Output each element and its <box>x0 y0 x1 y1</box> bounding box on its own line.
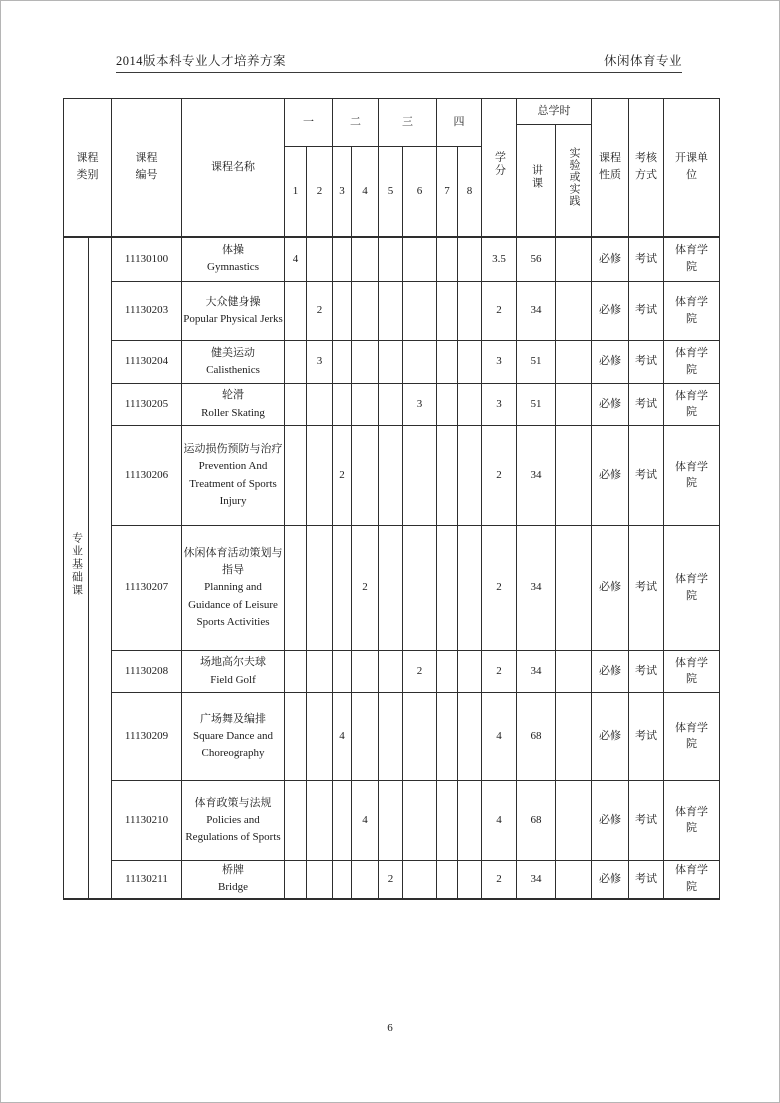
lecture-hours-text: 34 <box>530 581 542 594</box>
sem-4-hours-text: 2 <box>362 581 368 594</box>
header-right-title: 休闲体育专业 <box>603 54 682 68</box>
credit-value <box>482 426 517 526</box>
sem-3-hours <box>333 341 352 384</box>
credit-value-text: 3 <box>496 355 502 368</box>
sem-2-hours <box>307 237 333 282</box>
sem-2-hours <box>307 693 333 781</box>
sem-6-hours-text: 2 <box>416 664 423 677</box>
sem-5-hours <box>379 426 403 526</box>
header-sem-8: 8 <box>458 147 482 237</box>
course-name-cn: 运动损伤预防与治疗 <box>183 443 283 456</box>
header-credit: 学分 <box>482 99 517 237</box>
table-header <box>64 99 720 237</box>
course-nature <box>592 693 629 781</box>
lab-hours <box>556 384 592 426</box>
sem-7-hours <box>437 384 458 426</box>
sem-8-hours <box>458 693 482 781</box>
sem-2-hours <box>307 781 333 861</box>
course-nature <box>592 651 629 693</box>
sem-6-hours <box>403 693 437 781</box>
sem-3-hours <box>333 861 352 899</box>
lecture-hours <box>517 426 556 526</box>
course-name <box>182 426 285 526</box>
sem-3-hours <box>333 384 352 426</box>
sem-7-hours <box>437 861 458 899</box>
lab-hours <box>556 861 592 899</box>
sem-3-hours <box>333 282 352 341</box>
header-code: 课程编号 <box>112 99 182 237</box>
page-header <box>116 51 682 73</box>
course-nature <box>592 282 629 341</box>
course-code-text: 11130205 <box>124 397 169 410</box>
assessment-type-text: 考试 <box>635 664 658 677</box>
offering-unit-text: 体育学院 <box>675 460 709 490</box>
sem-3-hours <box>333 781 352 861</box>
course-nature-text: 必修 <box>599 581 622 594</box>
course-row <box>64 341 720 384</box>
sem-1-hours <box>285 526 307 651</box>
assessment-type-text: 考试 <box>635 355 658 368</box>
sem-6-hours-text: 3 <box>416 397 423 410</box>
course-row <box>64 781 720 861</box>
sem-3-hours <box>333 651 352 693</box>
course-name <box>182 526 285 651</box>
course-code <box>112 341 182 384</box>
offering-unit <box>664 526 720 651</box>
course-name-cn: 桥牌 <box>222 864 245 877</box>
sem-7-hours <box>437 237 458 282</box>
course-name-cn: 广场舞及编排 <box>200 712 267 725</box>
sem-8-hours <box>458 237 482 282</box>
lecture-hours-text: 68 <box>530 729 542 742</box>
header-sem-2: 2 <box>307 147 333 237</box>
credit-value-text: 2 <box>496 664 502 677</box>
header-lecture: 讲课 <box>517 125 556 237</box>
sem-4-hours <box>352 282 379 341</box>
course-nature-text: 必修 <box>599 664 622 677</box>
assessment-type-text: 考试 <box>635 397 658 410</box>
sem-6-hours <box>403 341 437 384</box>
sem-4-hours <box>352 426 379 526</box>
sem-2-hours <box>307 861 333 899</box>
offering-unit <box>664 861 720 899</box>
lab-hours <box>556 651 592 693</box>
credit-value <box>482 861 517 899</box>
lecture-hours-text: 51 <box>530 355 542 368</box>
lecture-hours <box>517 341 556 384</box>
assessment-type-text: 考试 <box>635 304 658 317</box>
sem-1-hours-text: 4 <box>292 252 299 265</box>
course-nature <box>592 426 629 526</box>
header-sem-4: 4 <box>352 147 379 237</box>
course-nature <box>592 861 629 899</box>
lab-hours <box>556 237 592 282</box>
course-name-en: Popular Physical Jerks <box>183 313 283 325</box>
sem-3-hours-text: 2 <box>339 468 345 481</box>
sem-6-hours <box>403 426 437 526</box>
sem-1-hours <box>285 341 307 384</box>
course-nature-text: 必修 <box>599 304 622 317</box>
offering-unit <box>664 341 720 384</box>
sem-7-hours <box>437 651 458 693</box>
sem-4-hours <box>352 781 379 861</box>
sem-3-hours-text: 4 <box>339 729 345 742</box>
category-label: 专业基础课 <box>70 531 83 597</box>
course-nature-text: 必修 <box>599 872 622 885</box>
sem-8-hours <box>458 781 482 861</box>
course-name <box>182 384 285 426</box>
assessment-type <box>629 237 664 282</box>
credit-value-text: 2 <box>496 581 502 594</box>
header-year-2: 二 <box>333 99 379 147</box>
sem-6-hours <box>403 384 437 426</box>
credit-value-text: 3 <box>496 397 502 410</box>
sem-3-hours <box>333 693 352 781</box>
course-name-cn: 休闲体育活动策划与指导 <box>183 547 283 577</box>
table-body <box>64 237 720 899</box>
assessment-type-text: 考试 <box>635 581 658 594</box>
assessment-type <box>629 861 664 899</box>
lecture-hours-text: 68 <box>530 813 542 826</box>
course-code-text: 11130204 <box>124 355 169 368</box>
sem-4-hours <box>352 693 379 781</box>
lecture-hours-text: 51 <box>530 397 542 410</box>
header-sem-7: 7 <box>437 147 458 237</box>
course-code-text: 11130211 <box>125 872 168 885</box>
credit-value-text: 2 <box>496 872 502 885</box>
course-name-cn: 健美运动 <box>211 346 256 359</box>
credit-value-text: 2 <box>496 468 502 481</box>
course-name-cn: 轮滑 <box>222 389 245 402</box>
course-nature-text: 必修 <box>599 397 622 410</box>
course-nature-text: 必修 <box>599 729 622 742</box>
lab-hours <box>556 282 592 341</box>
course-row <box>64 526 720 651</box>
lecture-hours-text: 34 <box>530 468 542 481</box>
sem-2-hours-text: 3 <box>316 355 323 368</box>
course-name <box>182 693 285 781</box>
sem-1-hours <box>285 693 307 781</box>
header-assessment: 考核方式 <box>629 99 664 237</box>
sem-6-hours <box>403 526 437 651</box>
sem-1-hours <box>285 651 307 693</box>
course-nature <box>592 341 629 384</box>
sem-5-hours <box>379 693 403 781</box>
course-code <box>112 237 182 282</box>
sem-4-hours <box>352 237 379 282</box>
credit-value <box>482 282 517 341</box>
header-sem-5: 5 <box>379 147 403 237</box>
offering-unit-text: 体育学院 <box>675 347 709 376</box>
course-name-cn: 大众健身操 <box>205 295 261 308</box>
header-year-4: 四 <box>437 99 482 147</box>
offering-unit <box>664 651 720 693</box>
course-name-en: Square Dance and Choreography <box>193 729 274 760</box>
credit-value <box>482 384 517 426</box>
header-left-title: 2014版本科专业人才培养方案 <box>116 54 287 68</box>
offering-unit <box>664 426 720 526</box>
assessment-type-text: 考试 <box>635 813 658 826</box>
course-code <box>112 651 182 693</box>
offering-unit-text: 体育学院 <box>675 296 709 325</box>
sem-6-hours <box>403 651 437 693</box>
assessment-type <box>629 426 664 526</box>
sem-5-hours <box>379 526 403 651</box>
course-row <box>64 384 720 426</box>
course-code <box>112 526 182 651</box>
course-nature <box>592 781 629 861</box>
header-sem-1: 1 <box>285 147 307 237</box>
sem-1-hours <box>285 861 307 899</box>
credit-value <box>482 237 517 282</box>
lecture-hours <box>517 526 556 651</box>
assessment-type-text: 考试 <box>635 468 658 481</box>
offering-unit-text: 体育学院 <box>675 864 709 893</box>
lecture-hours <box>517 237 556 282</box>
assessment-type <box>629 526 664 651</box>
lecture-hours-text: 34 <box>530 664 542 677</box>
credit-value <box>482 781 517 861</box>
course-nature-text: 必修 <box>599 252 622 265</box>
offering-unit <box>664 384 720 426</box>
course-code <box>112 426 182 526</box>
sem-7-hours <box>437 341 458 384</box>
course-name <box>182 651 285 693</box>
course-name <box>182 861 285 899</box>
assessment-type <box>629 651 664 693</box>
course-row <box>64 861 720 899</box>
lecture-hours <box>517 384 556 426</box>
header-category: 课程类别 <box>64 99 112 237</box>
header-year-1: 一 <box>285 99 333 147</box>
sem-7-hours <box>437 781 458 861</box>
sem-1-hours <box>285 384 307 426</box>
sem-4-hours <box>352 341 379 384</box>
course-code <box>112 384 182 426</box>
course-code-text: 11130210 <box>124 813 169 826</box>
course-name-en: Gymnastics <box>207 261 259 274</box>
course-name <box>182 237 285 282</box>
assessment-type-text: 考试 <box>635 872 658 885</box>
sem-6-hours <box>403 861 437 899</box>
credit-value-text: 4 <box>496 813 502 826</box>
course-row <box>64 651 720 693</box>
course-code-text: 11130203 <box>124 304 169 317</box>
header-sem-6: 6 <box>403 147 437 237</box>
course-code-text: 11130209 <box>124 729 169 742</box>
course-code-text: 11130207 <box>124 581 169 594</box>
sem-5-hours <box>379 651 403 693</box>
course-name-en: Calisthenics <box>206 364 260 376</box>
sem-2-hours-text: 2 <box>316 304 323 317</box>
sem-1-hours <box>285 282 307 341</box>
header-unit: 开课单位 <box>664 99 720 237</box>
sem-2-hours <box>307 426 333 526</box>
course-name <box>182 341 285 384</box>
course-nature-text: 必修 <box>599 813 622 826</box>
lecture-hours-text: 56 <box>530 252 542 265</box>
course-name-cn: 体育政策与法规 <box>194 796 272 809</box>
lecture-hours-text: 34 <box>530 304 542 317</box>
category-spacer-cell <box>89 237 112 899</box>
course-row <box>64 693 720 781</box>
assessment-type-text: 考试 <box>635 252 658 265</box>
header-lab-practice: 实验或实践 <box>556 125 592 237</box>
sem-6-hours <box>403 781 437 861</box>
course-name-cn: 场地高尔夫球 <box>200 656 267 669</box>
sem-4-hours <box>352 526 379 651</box>
sem-6-hours <box>403 282 437 341</box>
sem-6-hours <box>403 237 437 282</box>
sem-3-hours <box>333 526 352 651</box>
course-nature <box>592 237 629 282</box>
sem-8-hours <box>458 282 482 341</box>
sem-8-hours <box>458 526 482 651</box>
credit-value <box>482 526 517 651</box>
course-row <box>64 426 720 526</box>
sem-8-hours <box>458 651 482 693</box>
header-year-3: 三 <box>379 99 437 147</box>
sem-7-hours <box>437 426 458 526</box>
offering-unit <box>664 282 720 341</box>
lab-hours <box>556 781 592 861</box>
sem-5-hours <box>379 781 403 861</box>
sem-8-hours <box>458 426 482 526</box>
course-code <box>112 781 182 861</box>
assessment-type <box>629 282 664 341</box>
sem-8-hours <box>458 341 482 384</box>
course-nature-text: 必修 <box>599 468 622 481</box>
offering-unit-text: 体育学院 <box>675 805 709 835</box>
course-name-en: Prevention And Treatment of Sports Injury <box>189 460 277 507</box>
course-nature-text: 必修 <box>599 355 622 368</box>
header-sem-3: 3 <box>333 147 352 237</box>
lecture-hours-text: 34 <box>530 872 542 885</box>
course-row <box>64 282 720 341</box>
offering-unit <box>664 693 720 781</box>
sem-1-hours <box>285 426 307 526</box>
sem-4-hours <box>352 384 379 426</box>
offering-unit-text: 体育学院 <box>675 573 709 602</box>
credit-value <box>482 651 517 693</box>
course-name <box>182 282 285 341</box>
sem-7-hours <box>437 282 458 341</box>
course-nature <box>592 384 629 426</box>
sem-1-hours <box>285 237 307 282</box>
course-name-en: Bridge <box>218 881 248 894</box>
assessment-type <box>629 384 664 426</box>
assessment-type <box>629 781 664 861</box>
sem-3-hours <box>333 237 352 282</box>
course-nature <box>592 526 629 651</box>
sem-5-hours <box>379 861 403 899</box>
sem-5-hours <box>379 384 403 426</box>
sem-5-hours <box>379 282 403 341</box>
credit-value <box>482 341 517 384</box>
credit-value-text: 2 <box>496 304 502 317</box>
sem-5-hours <box>379 237 403 282</box>
header-name: 课程名称 <box>182 99 285 237</box>
sem-2-hours <box>307 526 333 651</box>
credit-value <box>482 693 517 781</box>
sem-5-hours <box>379 341 403 384</box>
lab-hours <box>556 341 592 384</box>
lecture-hours <box>517 651 556 693</box>
sem-5-hours-text: 2 <box>387 872 394 885</box>
offering-unit <box>664 237 720 282</box>
sem-2-hours <box>307 384 333 426</box>
lab-hours <box>556 526 592 651</box>
course-code <box>112 282 182 341</box>
sem-4-hours <box>352 861 379 899</box>
lecture-hours <box>517 781 556 861</box>
sem-2-hours <box>307 341 333 384</box>
sem-4-hours <box>352 651 379 693</box>
offering-unit-text: 体育学院 <box>675 389 709 419</box>
sem-3-hours <box>333 426 352 526</box>
course-name <box>182 781 285 861</box>
sem-4-hours-text: 4 <box>362 813 368 826</box>
offering-unit-text: 体育学院 <box>675 721 709 751</box>
course-code <box>112 861 182 899</box>
credit-value-text: 3.5 <box>492 252 506 265</box>
offering-unit-text: 体育学院 <box>675 656 709 686</box>
sem-7-hours <box>437 693 458 781</box>
course-code-text: 11130206 <box>124 468 169 481</box>
credit-value-text: 4 <box>496 729 502 742</box>
curriculum-table <box>63 98 720 900</box>
sem-8-hours <box>458 384 482 426</box>
lecture-hours <box>517 282 556 341</box>
sem-2-hours <box>307 282 333 341</box>
header-total-hours: 总学时 <box>517 99 592 125</box>
sem-8-hours <box>458 861 482 899</box>
course-name-en: Policies and Regulations of Sports <box>185 813 281 844</box>
course-row <box>64 237 720 282</box>
header-course-nature: 课程性质 <box>592 99 629 237</box>
offering-unit-text: 体育学院 <box>675 244 709 273</box>
assessment-type-text: 考试 <box>635 729 658 742</box>
category-cell <box>64 237 89 899</box>
page-number: 6 <box>387 1022 393 1034</box>
course-name-en: Planning and Guidance of Leisure Sports Activities <box>188 581 278 628</box>
course-code-text: 11130100 <box>124 252 169 265</box>
sem-1-hours <box>285 781 307 861</box>
lab-hours <box>556 426 592 526</box>
assessment-type <box>629 341 664 384</box>
sem-2-hours <box>307 651 333 693</box>
assessment-type <box>629 693 664 781</box>
course-name-cn: 体操 <box>222 244 245 257</box>
lab-hours <box>556 693 592 781</box>
course-code-text: 11130208 <box>124 664 169 677</box>
offering-unit <box>664 781 720 861</box>
lecture-hours <box>517 693 556 781</box>
course-name-en: Field Golf <box>210 673 256 686</box>
course-code <box>112 693 182 781</box>
course-name-en: Roller Skating <box>201 406 265 419</box>
lecture-hours <box>517 861 556 899</box>
sem-7-hours <box>437 526 458 651</box>
